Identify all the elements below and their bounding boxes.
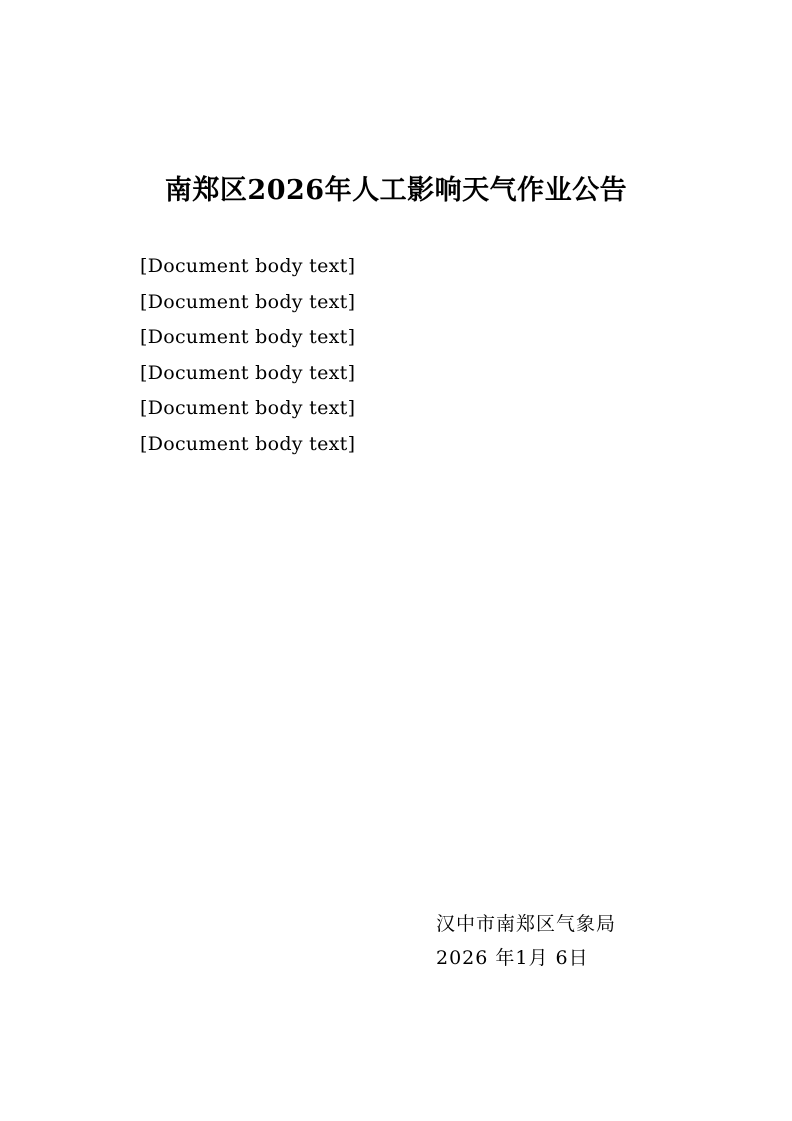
item-operation-period: [Document body text] (140, 290, 356, 313)
document-body (100, 249, 694, 462)
signature-block (436, 907, 616, 975)
document-title: 南郑区2026年人工影响天气作业公告 (164, 175, 628, 206)
item-safety-notice: [Document body text] (140, 361, 356, 384)
signature-date: 2026 年1月 6日 (436, 947, 589, 969)
item-unexploded-report: [Document body text] (140, 397, 356, 419)
item-operation-area: [Document body text] (140, 326, 356, 348)
signature-organization: 汉中市南郑区气象局 (436, 913, 617, 935)
item-contact-phone: [Document body text] (140, 432, 356, 455)
intro-paragraph: [Document body text] (140, 255, 356, 277)
